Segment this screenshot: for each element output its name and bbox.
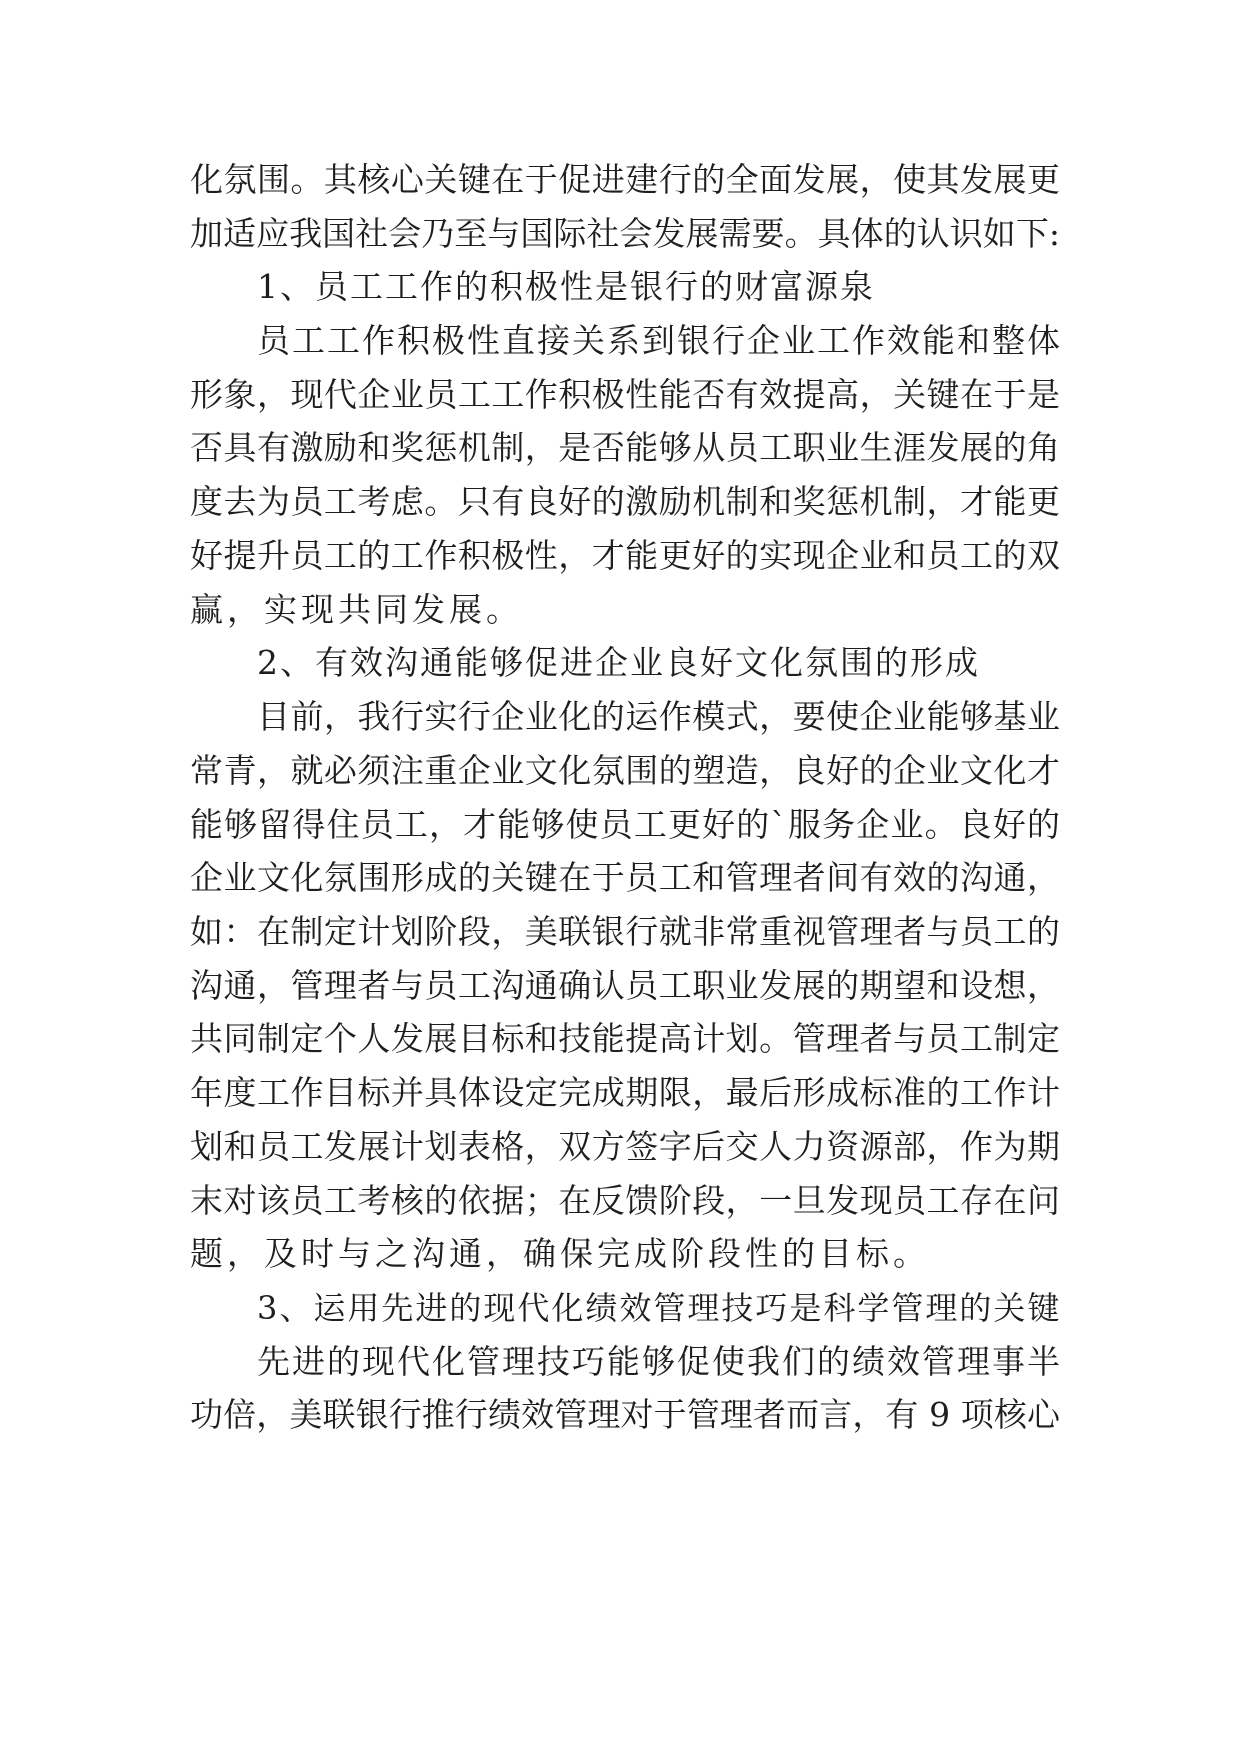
paragraph-line: 年度工作目标并具体设定完成期限，最后形成标准的工作计 — [190, 1073, 1060, 1112]
paragraph-line: 化氛围。其核心关键在于促进建行的全面发展，使其发展更 — [190, 160, 1060, 199]
paragraph-line: 如：在制定计划阶段，美联银行就非常重视管理者与员工的 — [190, 912, 1060, 951]
paragraph-line: 末对该员工考核的依据；在反馈阶段，一旦发现员工存在问 — [190, 1181, 1060, 1220]
paragraph-line: 员工工作积极性直接关系到银行企业工作效能和整体 — [257, 321, 1060, 360]
section-heading-1: 1、员工工作的积极性是银行的财富源泉 — [257, 267, 875, 306]
paragraph-line: 先进的现代化管理技巧能够促使我们的绩效管理事半 — [257, 1342, 1060, 1381]
paragraph-line: 形象，现代企业员工工作积极性能否有效提高，关键在于是 — [190, 375, 1060, 414]
paragraph-line: 功倍，美联银行推行绩效管理对于管理者而言，有 9 项核心 — [190, 1395, 1060, 1434]
paragraph-line: 否具有激励和奖惩机制，是否能够从员工职业生涯发展的角 — [190, 428, 1060, 467]
paragraph-line: 能够留得住员工，才能够使员工更好的`服务企业。良好的 — [190, 805, 1060, 844]
paragraph-line: 沟通，管理者与员工沟通确认员工职业发展的期望和设想， — [190, 966, 1060, 1005]
paragraph-line: 共同制定个人发展目标和技能提高计划。管理者与员工制定 — [190, 1019, 1060, 1058]
section-heading-2: 2、有效沟通能够促进企业良好文化氛围的形成 — [257, 643, 980, 682]
paragraph-line: 赢，实现共同发展。 — [190, 590, 523, 629]
paragraph-line: 划和员工发展计划表格，双方签字后交人力资源部，作为期 — [190, 1127, 1060, 1166]
paragraph-line: 题，及时与之沟通，确保完成阶段性的目标。 — [190, 1234, 930, 1273]
paragraph-line: 好提升员工的工作积极性，才能更好的实现企业和员工的双 — [190, 536, 1060, 575]
paragraph-line: 常青，就必须注重企业文化氛围的塑造，良好的企业文化才 — [190, 751, 1060, 790]
paragraph-line: 企业文化氛围形成的关键在于员工和管理者间有效的沟通， — [190, 858, 1060, 897]
section-heading-3: 3、运用先进的现代化绩效管理技巧是科学管理的关键 — [257, 1289, 1062, 1327]
paragraph-line: 目前，我行实行企业化的运作模式，要使企业能够基业 — [257, 697, 1060, 736]
paragraph-line: 加适应我国社会乃至与国际社会发展需要。具体的认识如下: — [190, 214, 1060, 253]
paragraph-line: 度去为员工考虑。只有良好的激励机制和奖惩机制，才能更 — [190, 482, 1060, 521]
